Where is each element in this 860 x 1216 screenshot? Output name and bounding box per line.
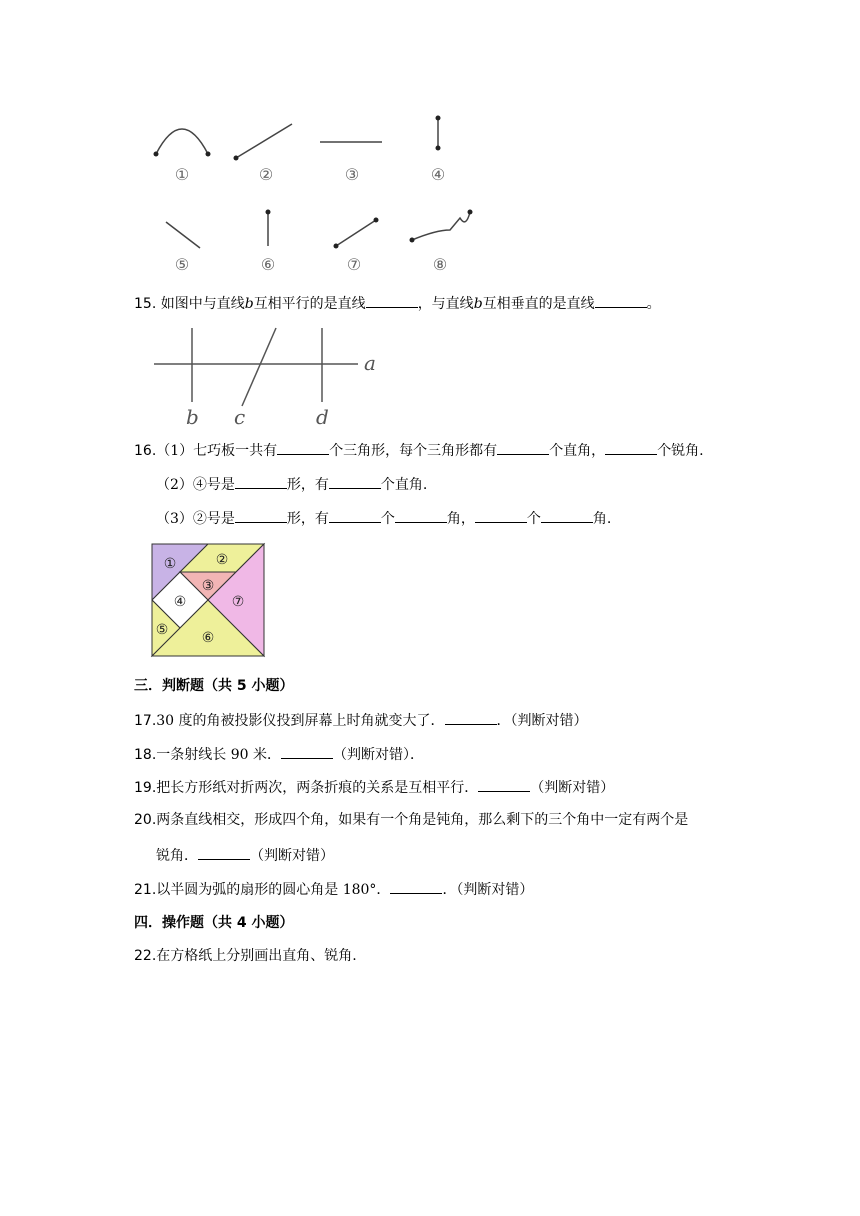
answer-blank[interactable] (475, 508, 527, 523)
question-18: 18.一条射线长 90 米． （判断对错）． (134, 744, 424, 765)
segment-shape-7 (336, 220, 376, 246)
answer-blank[interactable] (541, 508, 593, 523)
line-types-figure (140, 112, 485, 282)
question-20: 20.两条直线相交，形成四个角，如果有一个角是钝角，那么剩下的三个角中一定有两个是 (134, 812, 689, 828)
figure-label: ③ (344, 165, 360, 184)
question-16-part-2: （2）④号是 形，有 个直角. (156, 474, 427, 495)
answer-blank[interactable] (445, 710, 497, 725)
question-20-continued: 锐角． （判断对错） (156, 845, 334, 866)
label-c: c (234, 405, 246, 428)
answer-blank[interactable] (198, 845, 250, 860)
question-19: 19.把长方形纸对折两次，两条折痕的关系是互相平行． （判断对错） (134, 777, 614, 798)
answer-blank[interactable] (235, 508, 287, 523)
answer-blank[interactable] (390, 879, 442, 894)
answer-blank[interactable] (277, 440, 329, 455)
line-shape-5 (166, 222, 200, 248)
svg-text:③: ③ (201, 578, 215, 594)
parallel-perpendicular-figure (150, 322, 382, 428)
ray-shape-2 (236, 124, 292, 158)
question-16-part-1: 16.（1）七巧板一共有 个三角形，每个三角形都有 个直角， 个锐角. (134, 440, 704, 461)
svg-text:②: ② (215, 552, 229, 568)
svg-text:④: ④ (173, 594, 187, 610)
tangram-figure (150, 542, 266, 660)
curve-shape-8 (412, 212, 470, 240)
figure-label: ⑥ (260, 255, 276, 274)
question-21: 21.以半圆为弧的扇形的圆心角是 180°． ．（判断对错） (134, 879, 533, 900)
figure-label: ⑤ (174, 255, 190, 274)
question-16-part-3: （3）②号是 形，有 个 角， 个 角. (156, 508, 611, 529)
question-15: 15. 如图中与直线b互相平行的是直线 ，与直线b互相垂直的是直线 。 (134, 293, 661, 314)
arc-shape-1 (156, 129, 208, 154)
answer-blank[interactable] (395, 508, 447, 523)
answer-blank[interactable] (235, 474, 287, 489)
svg-text:⑥: ⑥ (201, 630, 215, 646)
figure-label: ④ (430, 165, 446, 184)
question-17: 17.30 度的角被投影仪投到屏幕上时角就变大了． ．（判断对错） (134, 710, 588, 731)
label-b: b (186, 405, 199, 428)
figure-label: ② (258, 165, 274, 184)
answer-blank[interactable] (497, 440, 549, 455)
svg-text:⑦: ⑦ (231, 594, 245, 610)
answer-blank[interactable] (329, 508, 381, 523)
question-22: 22.在方格纸上分别画出直角、锐角. (134, 948, 357, 964)
line-c (242, 328, 276, 406)
section-4-title: 四．操作题（共 4 小题） (134, 915, 294, 931)
section-3-title: 三．判断题（共 5 小题） (134, 678, 294, 694)
answer-blank[interactable] (281, 744, 333, 759)
answer-blank[interactable] (478, 777, 530, 792)
answer-blank[interactable] (366, 293, 418, 308)
figure-label: ⑧ (432, 255, 448, 274)
label-d: d (316, 405, 329, 428)
answer-blank[interactable] (595, 293, 647, 308)
answer-blank[interactable] (605, 440, 657, 455)
figure-label: ⑦ (346, 255, 362, 274)
figure-label: ① (174, 165, 190, 184)
label-a: a (364, 351, 376, 375)
answer-blank[interactable] (329, 474, 381, 489)
svg-text:①: ① (163, 556, 177, 572)
svg-text:⑤: ⑤ (155, 622, 169, 638)
